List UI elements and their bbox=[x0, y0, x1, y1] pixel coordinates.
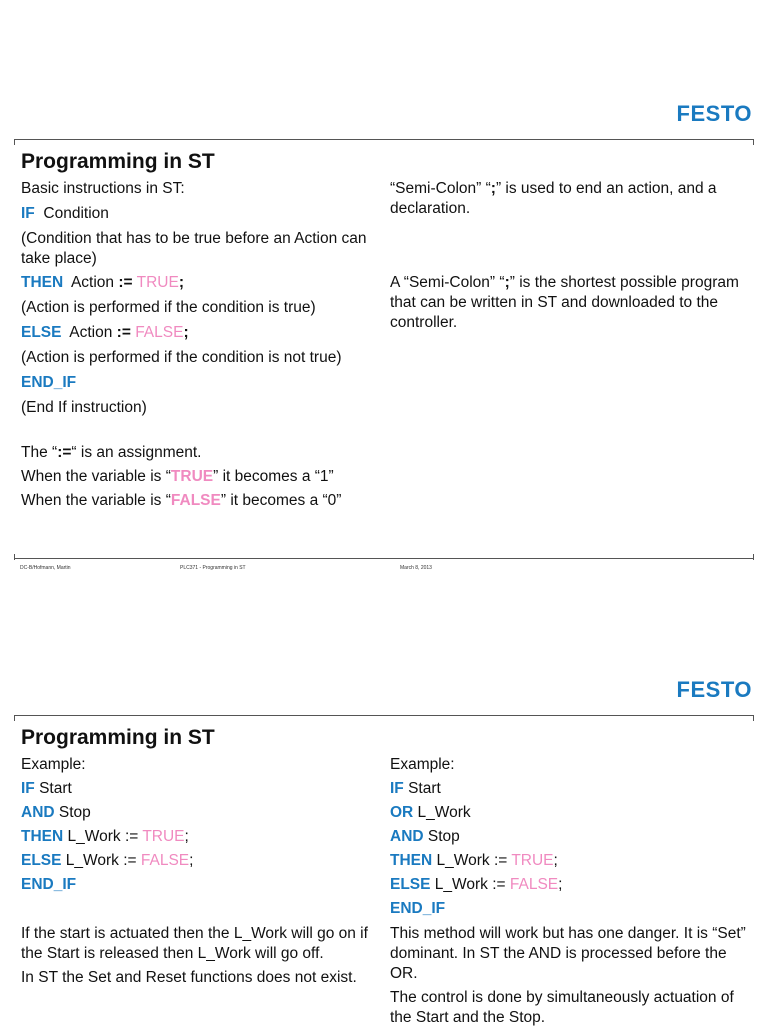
right-or-line bbox=[390, 803, 748, 823]
right-and-keyword: AND bbox=[390, 828, 424, 845]
right-then-semicolon: ; bbox=[553, 852, 558, 869]
festo-logo-2: FESTO bbox=[676, 677, 752, 702]
left-then-semicolon: ; bbox=[184, 828, 189, 845]
right-else-line bbox=[390, 875, 748, 895]
festo-logo: FESTO bbox=[676, 101, 752, 126]
else-action: Action bbox=[69, 324, 113, 341]
assignment-text-a: The “ bbox=[21, 444, 58, 461]
right-else-semicolon: ; bbox=[558, 876, 563, 893]
left-explanation-1: If the start is actuated then the L_Work will go on if the Start is released then L_Work will go off. bbox=[21, 925, 368, 962]
then-action: Action bbox=[70, 274, 115, 291]
then-keyword: THEN bbox=[21, 274, 64, 291]
example-label-right: Example: bbox=[390, 756, 455, 773]
right-and-text: Stop bbox=[423, 828, 460, 845]
left-if-text: Start bbox=[34, 780, 72, 797]
right-if-keyword: IF bbox=[390, 780, 404, 797]
right-if-text: Start bbox=[403, 780, 441, 797]
assignment-operator: := bbox=[57, 444, 72, 461]
semicolon-p1-symbol: ; bbox=[490, 180, 496, 197]
semicolon-p2-text-b: ” is the shortest possible program that can be written in ST and downloaded to the controller. bbox=[390, 274, 739, 331]
footer-date: March 8, 2013 bbox=[400, 565, 432, 571]
left-and-keyword: AND bbox=[21, 804, 55, 821]
right-then-line bbox=[390, 851, 748, 871]
right-then-text: L_Work := bbox=[432, 852, 512, 869]
right-or-keyword: OR bbox=[390, 804, 414, 821]
left-if-line bbox=[21, 779, 371, 799]
left-then-text: L_Work := bbox=[63, 828, 143, 845]
left-then-line bbox=[21, 827, 371, 847]
right-explanation-2: The control is done by simultaneously actuation of the Start and the Stop. bbox=[390, 989, 734, 1026]
else-false: FALSE bbox=[135, 324, 184, 341]
semicolon-p2-text-a: A “Semi-Colon” “ bbox=[390, 274, 505, 291]
left-else-false: FALSE bbox=[140, 852, 190, 869]
else-semicolon: ; bbox=[183, 324, 189, 341]
semicolon-p1-text-a: “Semi-Colon” “ bbox=[390, 180, 491, 197]
left-else-semicolon: ; bbox=[189, 852, 194, 869]
page-title-2: Programming in ST bbox=[21, 726, 215, 749]
else-note: (Action is performed if the condition is not true) bbox=[21, 349, 342, 366]
left-if-keyword: IF bbox=[21, 780, 35, 797]
endif-note: (End If instruction) bbox=[21, 399, 147, 416]
right-endif-keyword: END_IF bbox=[390, 900, 446, 917]
then-semicolon: ; bbox=[178, 274, 184, 291]
left-and-text: Stop bbox=[54, 804, 91, 821]
left-explanation-2: In ST the Set and Reset functions does not exist. bbox=[21, 969, 357, 986]
left-else-text: L_Work := bbox=[61, 852, 141, 869]
condition-note: (Condition that has to be true before an Action can take place) bbox=[21, 230, 367, 267]
intro-text: Basic instructions in ST: bbox=[21, 180, 185, 197]
else-keyword: ELSE bbox=[21, 324, 62, 341]
var-true-text-b: ” it becomes a “1” bbox=[213, 468, 334, 485]
var-false-value: FALSE bbox=[170, 492, 221, 509]
right-then-true: TRUE bbox=[511, 852, 554, 869]
right-else-false: FALSE bbox=[509, 876, 559, 893]
left-then-keyword: THEN bbox=[21, 828, 64, 845]
right-column-2 bbox=[390, 755, 748, 1028]
rule2-tick-left bbox=[14, 715, 15, 721]
example-label-left: Example: bbox=[21, 756, 86, 773]
then-true: TRUE bbox=[136, 274, 179, 291]
assignment-text-b: “ is an assignment. bbox=[71, 444, 202, 461]
left-column-2 bbox=[21, 755, 371, 988]
page-title: Programming in ST bbox=[21, 150, 215, 173]
right-or-text: L_Work bbox=[413, 804, 471, 821]
endif-keyword: END_IF bbox=[21, 374, 77, 391]
left-and-line bbox=[21, 803, 371, 823]
right-else-keyword: ELSE bbox=[390, 876, 431, 893]
left-then-true: TRUE bbox=[142, 828, 185, 845]
left-else-keyword: ELSE bbox=[21, 852, 62, 869]
left-endif-keyword: END_IF bbox=[21, 876, 77, 893]
footer-author: DC-B/Hofmann, Martin bbox=[20, 565, 71, 571]
right-explanation-1: This method will work but has one danger. It is “Set” dominant. In ST the AND is processed before the OR. bbox=[390, 925, 746, 982]
if-text: Condition bbox=[43, 205, 109, 222]
left-else-line bbox=[21, 851, 371, 871]
if-keyword: IF bbox=[21, 205, 35, 222]
var-true-value: TRUE bbox=[170, 468, 214, 485]
var-false-text-b: ” it becomes a “0” bbox=[220, 492, 342, 509]
semicolon-p1-text-b: ” is used to end an action, and a declaration. bbox=[390, 180, 717, 217]
right-and-line bbox=[390, 827, 748, 847]
then-assign: := bbox=[118, 274, 133, 291]
right-then-keyword: THEN bbox=[390, 852, 433, 869]
footer-course: PLC371 - Programming in ST bbox=[180, 565, 246, 571]
var-false-text-a: When the variable is “ bbox=[21, 492, 171, 509]
right-if-line bbox=[390, 779, 748, 799]
right-else-text: L_Work := bbox=[430, 876, 510, 893]
var-true-text-a: When the variable is “ bbox=[21, 468, 171, 485]
header-rule-2 bbox=[14, 715, 754, 716]
else-assign: := bbox=[116, 324, 131, 341]
rule2-tick-right bbox=[753, 715, 754, 721]
semicolon-p2-symbol: ; bbox=[504, 274, 510, 291]
then-note: (Action is performed if the condition is true) bbox=[21, 299, 316, 316]
